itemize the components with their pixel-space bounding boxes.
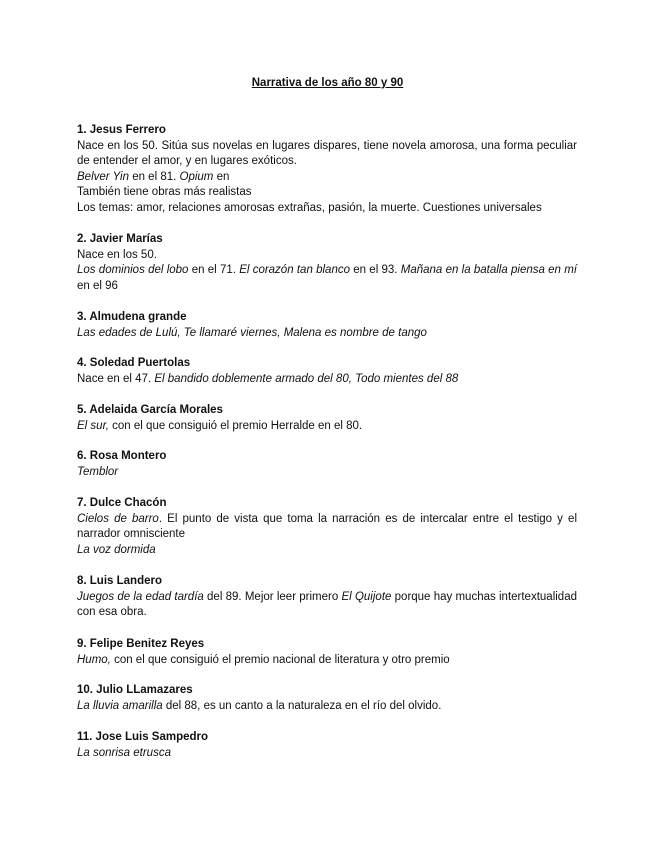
work-title: La sonrisa etrusca xyxy=(77,746,171,759)
work-title: Los dominios del lobo xyxy=(77,264,189,276)
section-dulce-chacon xyxy=(77,496,577,558)
document-title: Narrativa de los año 80 y 90 xyxy=(251,77,404,89)
section-luis-landero xyxy=(77,574,577,621)
section-heading: 8. Luis Landero xyxy=(77,575,162,587)
section-julio-llamazares xyxy=(77,683,577,714)
section-heading: 7. Dulce Chacón xyxy=(77,497,167,509)
work-title: El bandido doblemente armado del 80, Todo mientes del 88 xyxy=(154,372,459,385)
work-title: El corazón tan blanco xyxy=(239,264,350,276)
section-works xyxy=(77,590,577,621)
section-heading: 1. Jesus Ferrero xyxy=(77,124,166,136)
section-heading: 2. Javier Marías xyxy=(77,233,163,245)
work-text: en el 96 xyxy=(77,279,118,292)
section-works xyxy=(77,170,577,186)
work-text: con el que consiguió el premio Herralde en el 80. xyxy=(108,419,363,432)
work-title: Mañana en la batalla piensa en mí xyxy=(400,264,577,276)
section-heading: 4. Soledad Puertolas xyxy=(77,357,191,369)
work-title: La voz dormida xyxy=(77,543,156,556)
section-works xyxy=(77,699,577,715)
section-heading: 10. Julio LLamazares xyxy=(77,684,193,696)
work-title: El Quijote xyxy=(341,590,392,603)
section-text: Nace en los 50. Sitúa sus novelas en lugares dispares, tiene novela amorosa, una forma peculiar de entender el amor, y en lugares exóticos. xyxy=(77,139,577,167)
work-title: Las edades de Lulú, Te llamaré viernes, Malena es nombre de tango xyxy=(77,326,427,339)
work-text: en xyxy=(213,170,230,183)
work-text: del 88, es un canto a la naturaleza en el río del olvido. xyxy=(162,699,442,712)
section-jose-luis-sampedro xyxy=(77,730,577,761)
work-text: en el 93. xyxy=(350,264,401,276)
work-text: porque hay muchas intertextualidad con esa obra. xyxy=(77,590,577,618)
section-works xyxy=(77,372,577,388)
section-text: Los temas: amor, relaciones amorosas extrañas, pasión, la muerte. Cuestiones universales xyxy=(77,201,542,214)
work-title: Opium xyxy=(179,170,214,183)
section-heading: 11. Jose Luis Sampedro xyxy=(77,731,209,743)
work-title: Belver Yin xyxy=(77,170,129,183)
work-text: con el que consiguió el premio nacional de literatura y otro premio xyxy=(110,653,450,666)
work-title: Juegos de la edad tardía xyxy=(77,590,204,603)
section-jesus-ferrero xyxy=(77,123,577,216)
section-heading: 9. Felipe Benitez Reyes xyxy=(77,638,205,650)
work-title: El sur, xyxy=(77,419,109,432)
section-text: Nace en los 50. xyxy=(77,248,157,261)
work-title: Cielos de barro xyxy=(77,512,159,525)
work-text: en el 71. xyxy=(188,264,240,276)
section-rosa-montero xyxy=(77,449,577,480)
section-adelaida-garcia-morales xyxy=(77,403,577,434)
section-works xyxy=(77,512,577,543)
section-almudena-grande xyxy=(77,310,577,341)
section-works xyxy=(77,419,577,435)
work-title: Temblor xyxy=(77,465,119,478)
section-heading: 3. Almudena grande xyxy=(77,311,187,323)
work-text: Nace en el 47. xyxy=(77,372,155,385)
work-title: Humo, xyxy=(77,653,111,666)
section-soledad-puertolas xyxy=(77,356,577,387)
section-heading: 5. Adelaida García Morales xyxy=(77,404,223,416)
section-works xyxy=(77,263,577,294)
work-text: . El punto de vista que toma la narración es de intercalar entre el testigo y el narrador omnisciente xyxy=(77,512,578,540)
section-felipe-benitez-reyes xyxy=(77,637,577,668)
work-text: del 89. Mejor leer primero xyxy=(203,590,342,603)
work-text: en el 81. xyxy=(129,170,180,183)
section-javier-marias xyxy=(77,232,577,294)
work-title: La lluvia amarilla xyxy=(77,699,163,712)
section-text: También tiene obras más realistas xyxy=(77,186,252,198)
section-heading: 6. Rosa Montero xyxy=(77,450,167,462)
section-works xyxy=(77,653,577,669)
